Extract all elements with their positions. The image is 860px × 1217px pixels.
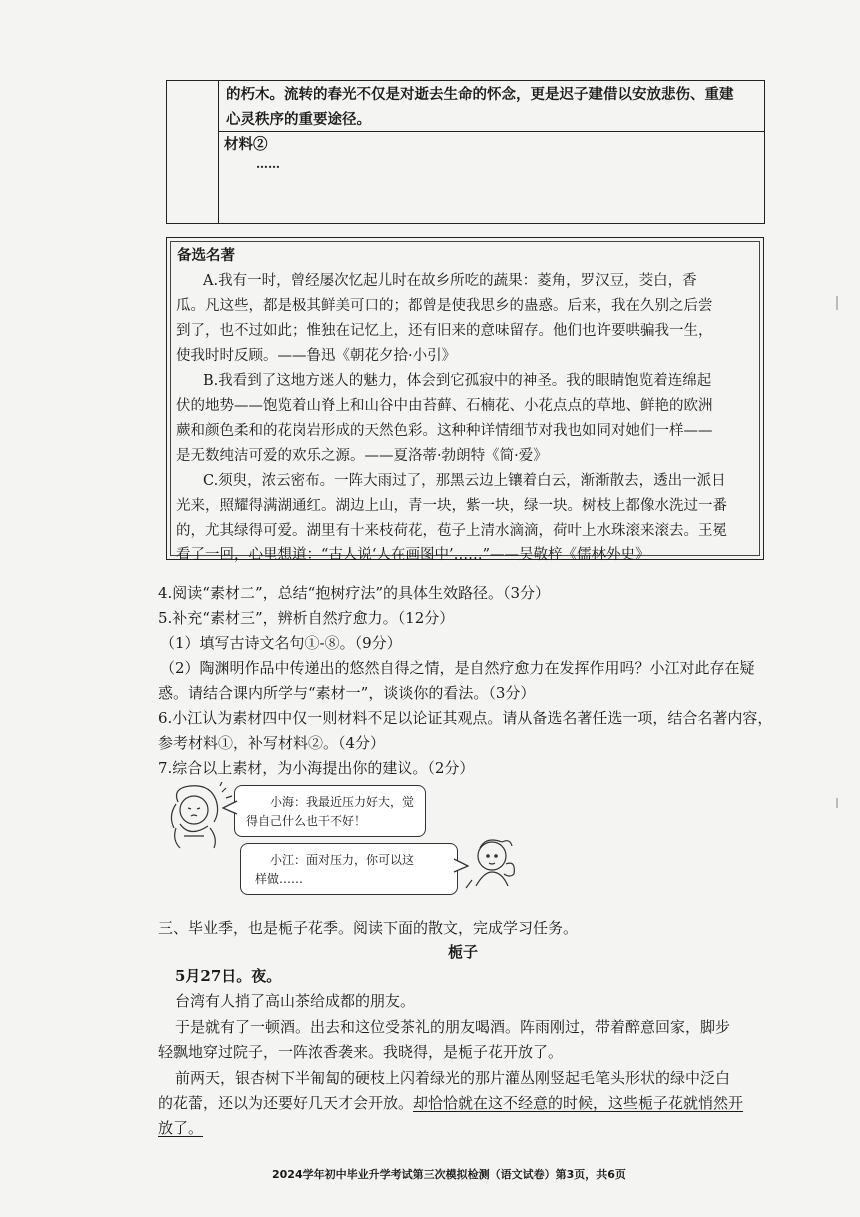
candidate-line: B.我看到了这地方迷人的魅力，体会到它孤寂中的神圣。我的眼睛饱览着连绵起 — [203, 373, 712, 389]
candidate-line: 蕨和颜色柔和的花岗岩形成的天然色彩。这种种详情细节对我也如同对她们一样—— — [176, 423, 713, 439]
section-3-heading: 三、毕业季，也是栀子花季。阅读下面的散文，完成学习任务。 — [158, 919, 579, 937]
essay-paragraph-1: 台湾有人捎了高山茶给成都的朋友。 — [175, 992, 416, 1010]
question-5: 5.补充“素材三”，辨析自然疗愈力。（12分） — [158, 609, 455, 627]
table-divider-vertical — [218, 81, 219, 223]
candidate-line: 瓜。凡这些，都是极其鲜美可口的；都曾是使我思乡的蛊惑。后来，我在久别之后尝 — [176, 298, 713, 314]
candidate-line: 光来，照耀得满湖通红。湖边上山，青一块，紫一块，绿一块。树枝上都像水洗过一番 — [176, 498, 727, 514]
essay-paragraph-3-line-1: 前两天，银杏树下半匍匐的硬枝上闪着绿光的那片灌丛刚竖起毛笔头形状的绿中泛白 — [175, 1069, 731, 1087]
question-4: 4.阅读“素材二”，总结“抱树疗法”的具体生效路径。（3分） — [158, 584, 551, 602]
table-line-2: 心灵秩序的重要途径。 — [226, 111, 371, 128]
stressed-student-illustration — [160, 782, 240, 852]
material-2-label: 材料② — [224, 136, 268, 153]
question-6-cont: 参考材料①，补写材料②。（4分） — [158, 734, 386, 752]
scan-mark — [836, 296, 838, 310]
xiaohai-line-2: 得自己什么也干不好！ — [246, 814, 367, 828]
essay-text: 的花蕾，还以为还要好几天才会开放。 — [158, 1094, 414, 1112]
candidate-line: 看了一回，心里想道：“古人说‘人在画图中’……”——吴敬梓《儒林外史》 — [176, 547, 650, 563]
material-2-ellipsis: …… — [256, 157, 280, 171]
underlined-sentence: 却恰恰就在这不经意的时候，这些栀子花就悄然开 — [413, 1094, 744, 1112]
question-5-1: （1）填写古诗文名句①-⑧。（9分） — [160, 634, 402, 652]
essay-paragraph-3-line-2 — [158, 1093, 743, 1113]
candidate-line: 的，尤其绿得可爱。湖里有十来枝荷花，苞子上清水滴滴，荷叶上水珠滚来滚去。王冕 — [176, 523, 727, 539]
page-footer: 2024学年初中毕业升学考试第三次模拟检测（语文试卷）第3页，共6页 — [272, 1168, 626, 1181]
underlined-sentence-end: 放了。 — [158, 1119, 204, 1137]
question-5-2: （2）陶渊明作品中传递出的悠然自得之情，是自然疗愈力在发挥作用吗？小江对此存在疑 — [160, 659, 755, 677]
thinking-student-illustration — [462, 834, 528, 894]
candidate-line: A.我有一时，曾经屡次忆起儿时在故乡所吃的蔬果：菱角，罗汉豆，茭白，香 — [203, 273, 697, 289]
scan-mark — [836, 798, 838, 808]
essay-date: 5月27日。夜。 — [175, 967, 282, 985]
bubble-pointer-left — [222, 800, 238, 816]
question-7: 7.综合以上素材，为小海提出你的建议。（2分） — [158, 759, 475, 777]
candidate-line: 使我时时反顾。——鲁迅《朝花夕拾·小引》 — [176, 348, 457, 364]
essay-paragraph-2-line-1: 于是就有了一顿酒。出去和这位受茶礼的朋友喝酒。阵雨刚过，带着醉意回家，脚步 — [175, 1018, 731, 1036]
candidate-line: 是无数纯洁可爱的欢乐之源。——夏洛蒂·勃朗特《简·爱》 — [176, 448, 548, 464]
candidate-line: 伏的地势——饱览着山脊上和山谷中由苔藓、石楠花、小花点点的草地、鲜艳的欧洲 — [176, 398, 713, 414]
candidates-title: 备选名著 — [177, 247, 235, 264]
essay-title: 栀子 — [448, 943, 479, 961]
question-5-2-cont: 惑。请结合课内所学与“素材一”，谈谈你的看法。（3分） — [158, 684, 536, 702]
table-line-1: 的朽木。流转的春光不仅是对逝去生命的怀念，更是迟子建借以安放悲伤、重建 — [226, 86, 734, 103]
question-6: 6.小江认为素材四中仅一则材料不足以论证其观点。请从备选名著任选一项，结合名著内容， — [158, 709, 773, 727]
table-divider-horizontal — [218, 131, 764, 132]
candidate-line: C.须臾，浓云密布。一阵大雨过了，那黑云边上镶着白云，渐渐散去，透出一派日 — [203, 473, 726, 489]
essay-paragraph-2-line-2: 轻飘地穿过院子，一阵浓香袭来。我晓得，是栀子花开放了。 — [158, 1043, 564, 1061]
xiaohai-line-1: 小海：我最近压力好大，觉 — [270, 795, 415, 809]
candidate-line: 到了，也不过如此；惟独在记忆上，还有旧来的意味留存。他们也许要哄骗我一生， — [176, 323, 713, 339]
xiaojiang-line-1: 小江：面对压力，你可以这 — [270, 853, 415, 867]
xiaojiang-line-2: 样做…… — [255, 872, 304, 886]
